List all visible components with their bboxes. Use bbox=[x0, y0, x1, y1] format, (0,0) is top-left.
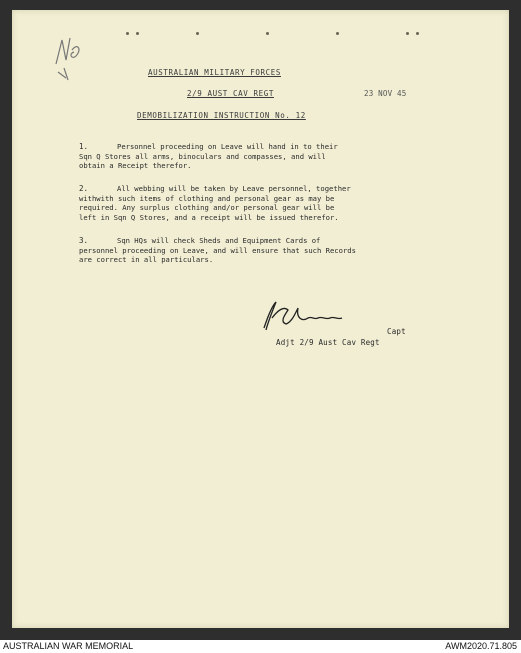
signature bbox=[258, 296, 358, 336]
paragraph-number: 1. bbox=[79, 142, 89, 151]
punch-hole bbox=[136, 32, 139, 35]
paragraph-number: 3. bbox=[79, 236, 89, 245]
signatory-rank: Capt bbox=[387, 327, 406, 336]
accession-number: AWM2020.71.805 bbox=[445, 641, 517, 651]
paragraph-3: Sqn HQs will check Sheds and Equipment Cards of personnel proceeding on Leave, and will ensure that such Records are correct in all particulars. bbox=[79, 236, 356, 265]
heading-instruction: DEMOBILIZATION INSTRUCTION No. 12 bbox=[137, 111, 306, 120]
punch-hole bbox=[196, 32, 199, 35]
paragraph-1: Personnel proceeding on Leave will hand in to their Sqn Q Stores all arms, binoculars and compasses, and will obtain a Receipt therefor. bbox=[79, 142, 338, 171]
document-date: 23 NOV 45 bbox=[364, 89, 407, 98]
punch-hole bbox=[416, 32, 419, 35]
punch-hole bbox=[266, 32, 269, 35]
document-sheet bbox=[12, 10, 509, 628]
paragraph-2: All webbing will be taken by Leave personnel, together withwith such items of clothing and personal gear as may be required. Any surplus clothing and/or personal gear will be left in Sqn Q Stores, and a receipt will be issued therefor. bbox=[79, 184, 351, 222]
heading-unit: 2/9 AUST CAV REGT bbox=[187, 89, 274, 98]
handwritten-annotation bbox=[48, 20, 86, 82]
punch-hole bbox=[406, 32, 409, 35]
punch-hole bbox=[336, 32, 339, 35]
signatory-appointment: Adjt 2/9 Aust Cav Regt bbox=[276, 338, 380, 347]
punch-hole bbox=[126, 32, 129, 35]
archive-footer bbox=[0, 640, 521, 653]
paragraph-number: 2. bbox=[79, 184, 89, 193]
institution-label: AUSTRALIAN WAR MEMORIAL bbox=[3, 641, 134, 651]
heading-forces: AUSTRALIAN MILITARY FORCES bbox=[148, 68, 281, 77]
